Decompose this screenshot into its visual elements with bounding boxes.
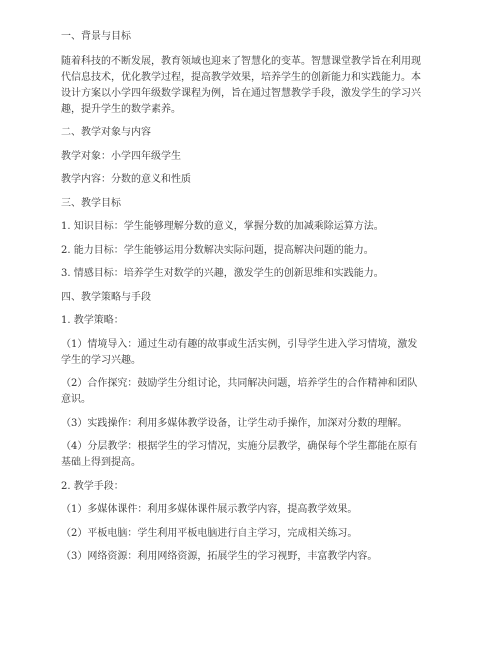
strategy-title: 1. 教学策略： [61,315,124,326]
strategy-2-line-2: 意识。 [61,394,91,405]
intro-line-4: 趣，提升学生的数学素养。 [61,104,181,115]
teaching-content: 教学内容：分数的意义和性质 [61,174,191,185]
section-heading-target-content: 二、教学对象与内容 [61,127,151,138]
goal-ability: 2. 能力目标：学生能够运用分数解决实际问题，提高解决问题的能力。 [61,245,374,256]
teaching-target: 教学对象：小学四年级学生 [61,151,181,162]
strategy-4-line-1: （4）分层教学：根据学生的学习情况，实施分层教学，确保每个学生都能在原有 [61,441,418,452]
strategy-1-line-1: （1）情境导入：通过生动有趣的故事或生活实例，引导学生进入学习情境，激发 [61,339,418,350]
means-2: （2）平板电脑：学生利用平板电脑进行自主学习，完成相关练习。 [61,528,358,539]
goal-emotion: 3. 情感目标：培养学生对数学的兴趣，激发学生的创新思维和实践能力。 [61,268,384,279]
intro-line-2: 代信息技术，优化教学过程，提高教学效果，培养学生的创新能力和实践能力。本 [61,72,421,83]
means-3: （3）网络资源：利用网络资源，拓展学生的学习视野，丰富教学内容。 [61,551,378,562]
strategy-3: （3）实践操作：利用多媒体教学设备，让学生动手操作，加深对分数的理解。 [61,418,408,429]
section-heading-strategy: 四、教学策略与手段 [61,292,151,303]
strategy-2-line-1: （2）合作探究：鼓励学生分组讨论，共同解决问题，培养学生的合作精神和团队 [61,378,418,389]
strategy-1-line-2: 学生的学习兴趣。 [61,355,141,366]
intro-line-3: 设计方案以小学四年级数学课程为例，旨在通过智慧教学手段，激发学生的学习兴 [61,88,421,99]
means-title: 2. 教学手段： [61,481,124,492]
section-heading-background: 一、背景与目标 [61,31,131,42]
means-1: （1）多媒体课件：利用多媒体课件展示教学内容，提高教学效果。 [61,504,358,515]
strategy-4-line-2: 基础上得到提高。 [61,457,141,468]
goal-knowledge: 1. 知识目标：学生能够理解分数的意义，掌握分数的加减乘除运算方法。 [61,221,384,232]
intro-line-1: 随着科技的不断发展，教育领域也迎来了智慧化的变革。智慧课堂教学旨在利用现 [61,56,421,67]
section-heading-goals: 三、教学目标 [61,198,121,209]
